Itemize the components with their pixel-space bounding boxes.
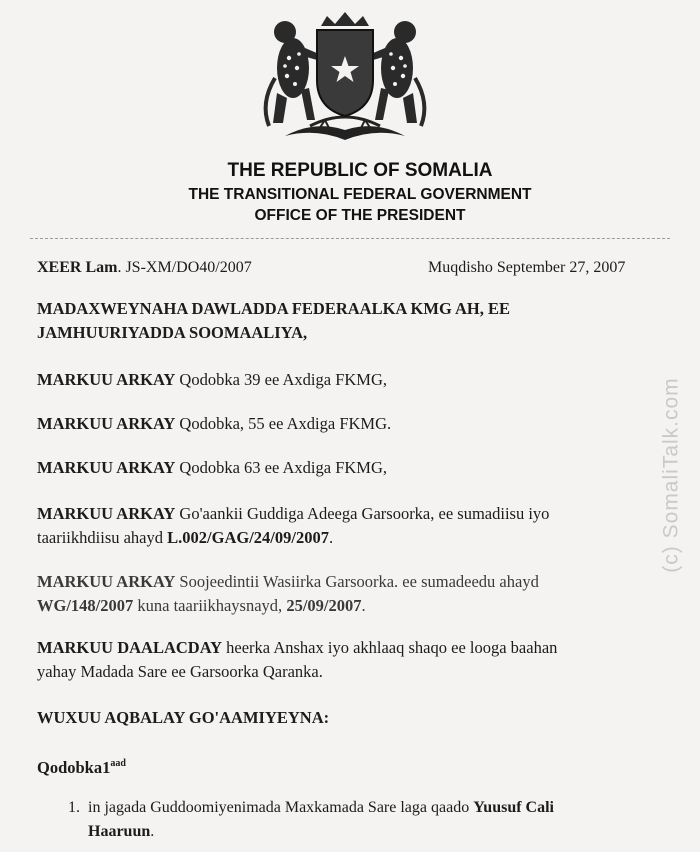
list-item-punct: . <box>150 823 155 840</box>
reference-number <box>37 256 252 280</box>
clause-text: Qodobka 63 ee Axdiga FKMG, <box>175 458 388 477</box>
person-name: Yuusuf Cali <box>473 799 554 816</box>
clause-text: heerka Anshax iyo akhlaaq shaqo ee looga baahan <box>222 638 558 657</box>
clause-lead: MARKUU ARKAY <box>37 370 176 389</box>
decree-heading-line1: MADAXWEYNAHA DAWLADDA FEDERAALKA KMG AH, EE <box>37 299 511 318</box>
letterhead-office: OFFICE OF THE PRESIDENT <box>254 207 466 224</box>
clause-3 <box>37 456 657 480</box>
clause-lead: MARKUU DAALACDAY <box>37 638 223 657</box>
decision-heading: WUXUU AQBALAY GO'AAMIYEYNA: <box>37 708 330 727</box>
decree-heading-line2: JAMHUURIYADDA SOOMAALIYA, <box>37 323 308 342</box>
reference-value: . JS-XM/DO40/2007 <box>117 259 252 276</box>
clause-reference: WG/148/2007 <box>37 596 134 615</box>
clause-text: Qodobka 39 ee Axdiga FKMG, <box>175 370 388 389</box>
clause-lead: MARKUU ARKAY <box>37 414 176 433</box>
reference-label: XEER Lam <box>37 259 118 276</box>
article-ordinal: aad <box>110 758 126 769</box>
article-label: Qodobka1 <box>37 758 111 777</box>
clause-text-cont: yahay Madada Sare ee Garsoorka Qaranka. <box>37 662 323 681</box>
list-item <box>68 796 668 844</box>
clause-text-cont: taariikhdiisu ahayd <box>37 528 168 547</box>
clause-punct: . <box>328 528 334 547</box>
decree-heading <box>37 297 657 345</box>
clause-text: Go'aankii Guddiga Adeega Garsoorka, ee sumadiisu iyo <box>175 504 550 523</box>
letterhead-government: THE TRANSITIONAL FEDERAL GOVERNMENT <box>188 186 532 203</box>
clause-6 <box>37 636 657 684</box>
clause-5 <box>37 570 657 618</box>
letterhead-country: THE REPUBLIC OF SOMALIA <box>227 160 493 181</box>
article-heading <box>37 752 657 780</box>
clause-punct: . <box>361 596 366 615</box>
clause-lead: MARKUU ARKAY <box>37 504 176 523</box>
place-date: Muqdisho September 27, 2007 <box>428 259 626 276</box>
clause-lead: MARKUU ARKAY <box>37 572 176 591</box>
clause-text: Qodobka, 55 ee Axdiga FKMG. <box>175 414 392 433</box>
list-item-text: in jagada Guddoomiyenimada Maxkamada Sare laga qaado <box>88 799 474 816</box>
clause-lead: MARKUU ARKAY <box>37 458 176 477</box>
clause-date: 25/09/2007 <box>286 596 362 615</box>
clause-2 <box>37 412 657 436</box>
person-name-cont: Haaruun <box>88 823 151 840</box>
clause-reference: L.002/GAG/24/09/2007 <box>167 528 329 547</box>
watermark <box>652 330 692 620</box>
list-item-number: 1. <box>68 799 80 816</box>
clause-text: Soojeedintii Wasiirka Garsoorka. ee sumadeedu ahayd <box>175 572 539 591</box>
coat-of-arms-emblem <box>255 8 435 158</box>
clause-1 <box>37 368 657 392</box>
clause-4 <box>37 502 657 550</box>
watermark-text: (c) SomaliTalk.com <box>660 377 683 573</box>
header-divider <box>30 238 670 239</box>
clause-text-cont: kuna taariikhaysnayd, <box>133 596 287 615</box>
